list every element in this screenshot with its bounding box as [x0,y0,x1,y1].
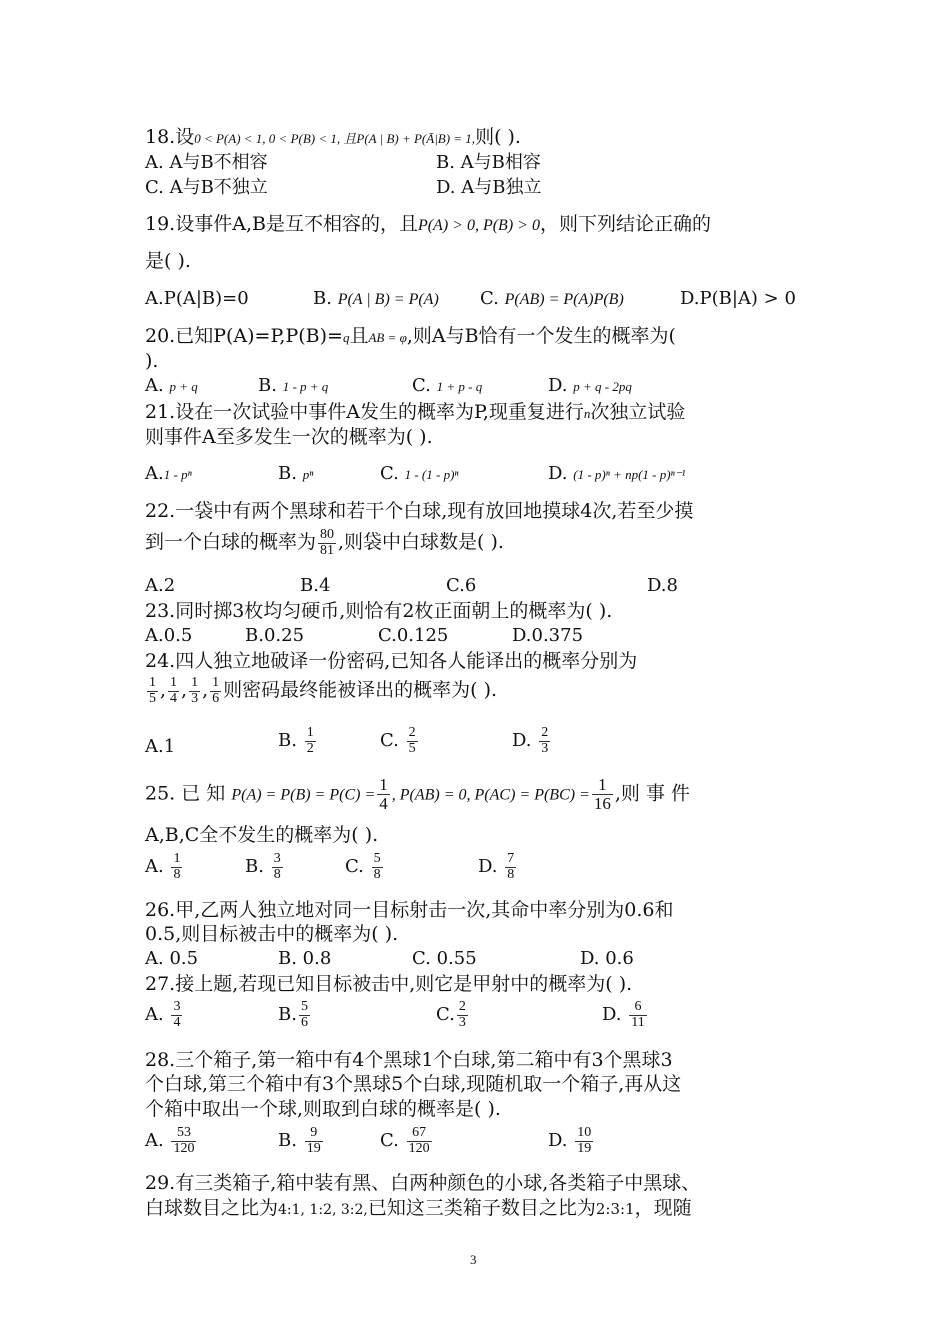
q23-stem: 23.同时掷3枚均匀硬币,则恰有2枚正面朝上的概率为( ). [145,600,613,622]
q26-option-d: D. 0.6 [580,948,634,969]
q18-option-b: B. A与B相容 [436,152,541,173]
q28-stem-cont-2: 个箱中取出一个球,则取到白球的概率是( ). [145,1098,501,1120]
q20-option-b: B. 1 - p + q [258,375,329,396]
q23-option-a: A.0.5 [145,625,193,646]
q18-option-c: C. A与B不独立 [145,177,268,198]
q22-option-c: C.6 [446,575,477,596]
q25-option-c: C. $\frac{5}{8}$ [345,851,381,882]
q27-option-a: A. $\frac{3}{4}$ [145,999,181,1030]
q25-stem: 25. 已 知 P(A) = P(B) = P(C) = $\frac{1}{4}$ , P(AB) = 0, P(AC) = P(BC) = $\frac{1}{16}$ ,则 事 件 [145,775,690,813]
q26-stem-cont: 0.5,则目标被击中的概率为( ). [145,923,399,945]
q28-stem: 28.三个箱子,第一箱中有4个黑球1个白球,第二箱中有3个黑球3 [145,1049,673,1071]
q24-option-c: C. $\frac{2}{5}$ [380,725,416,756]
q22-option-d: D.8 [647,575,678,596]
q18-condition: 0 < P(A) < 1, 0 < P(B) < 1, 且P(A | B) + P(Ā|B) = 1, [194,131,476,146]
q21-option-c: C. 1 - (1 - p)ⁿ [380,463,459,484]
q21-option-a: A.1 - pⁿ [145,463,192,484]
q18-option-d: D. A与B独立 [436,177,542,198]
q22-stem: 22.一袋中有两个黑球和若干个白球,现有放回地摸球4次,若至少摸 [145,500,694,522]
q27-option-b: B. $\frac{5}{6}$ [278,999,308,1030]
q28-option-b: B. $\frac{9}{19}$ [278,1125,321,1156]
q21-option-b: B. pⁿ [278,463,314,484]
q22-fraction: $\frac{80}{81}$ [320,527,335,558]
q26-option-b: B. 0.8 [278,948,332,969]
q23-option-c: C.0.125 [378,625,449,646]
q28-option-a: A. $\frac{53}{120}$ [145,1125,195,1156]
q29-stem: 29.有三类箱子,箱中装有黑、白两种颜色的小球,各类箱子中黑球、 [145,1172,701,1194]
q25-option-b: B. $\frac{3}{8}$ [245,851,281,882]
q20-stem-cont: ). [145,350,159,372]
q29-stem-cont: 白球数目之比为4:1, 1:2, 3:2,已知这三类箱子数目之比为2:3:1，现随 [145,1197,692,1219]
q25-option-a: A. $\frac{1}{8}$ [145,851,181,882]
q27-option-d: D. $\frac{6}{11}$ [602,999,645,1030]
q24-stem-cont: $\frac{1}{5}$ , $\frac{1}{4}$ , $\frac{1}{3}$ , $\frac{1}{6}$ 则密码最终能被译出的概率为( ). [149,675,498,706]
q21-option-d: D. (1 - p)ⁿ + np(1 - p)ⁿ⁻¹ [548,463,686,484]
q24-stem: 24.四人独立地破译一份密码,已知各人能译出的概率分别为 [145,650,638,672]
q20-option-d: D. p + q - 2pq [548,375,632,396]
q26-stem: 26.甲,乙两人独立地对同一目标射击一次,其命中率分别为0.6和 [145,899,674,921]
q19-option-b: B. P(A | B) = P(A) [313,288,439,309]
q27-option-c: C. $\frac{2}{3}$ [436,999,466,1030]
q26-option-a: A. 0.5 [145,948,199,969]
q19-stem: 19.设事件A,B是互不相容的，且P(A) > 0, P(B) > 0，则下列结论正确的 [145,213,711,235]
q27-stem: 27.接上题,若现已知目标被击中,则它是甲射中的概率为( ). [145,973,633,995]
q24-option-b: B. $\frac{1}{2}$ [278,725,314,756]
q21-stem-cont: 则事件A至多发生一次的概率为( ). [145,426,433,448]
q26-option-c: C. 0.55 [412,948,477,969]
q19-option-c: C. P(AB) = P(A)P(B) [480,288,624,309]
q19-option-a: A.P(A|B)=0 [145,288,249,309]
q28-option-c: C. $\frac{67}{120}$ [380,1125,430,1156]
q25-option-d: D. $\frac{7}{8}$ [478,851,515,882]
q23-option-b: B.0.25 [245,625,305,646]
q24-option-a: A.1 [145,736,176,757]
q19-option-d: D.P(B|A) > 0 [680,288,796,309]
q21-stem: 21.设在一次试验中事件A发生的概率为P,现重复进行n次独立试验 [145,401,686,423]
q22-stem-cont: 到一个白球的概率为 $\frac{80}{81}$ ,则袋中白球数是( ). [145,527,504,558]
q19-stem-cont: 是( ). [145,250,191,272]
q20-stem: 20.已知P(A)=P,P(B)=q且AB = φ,则A与B恰有一个发生的概率为( [145,325,676,347]
q18-stem: 18.设0 < P(A) < 1, 0 < P(B) < 1, 且P(A | B) + P(Ā|B) = 1,则( ). [145,126,521,148]
page-number: 3 [470,1252,477,1267]
q28-option-d: D. $\frac{10}{19}$ [548,1125,592,1156]
q24-option-d: D. $\frac{2}{3}$ [512,725,549,756]
q18-option-a: A. A与B不相容 [145,152,268,173]
q22-option-b: B.4 [300,575,331,596]
q23-option-d: D.0.375 [512,625,584,646]
q22-option-a: A.2 [145,575,176,596]
q20-option-a: A. p + q [145,375,198,396]
q25-stem-cont: A,B,C全不发生的概率为( ). [145,824,379,846]
q20-option-c: C. 1 + p - q [412,375,483,396]
q28-stem-cont-1: 个白球,第三个箱中有3个黑球5个白球,现随机取一个箱子,再从这 [145,1073,682,1095]
